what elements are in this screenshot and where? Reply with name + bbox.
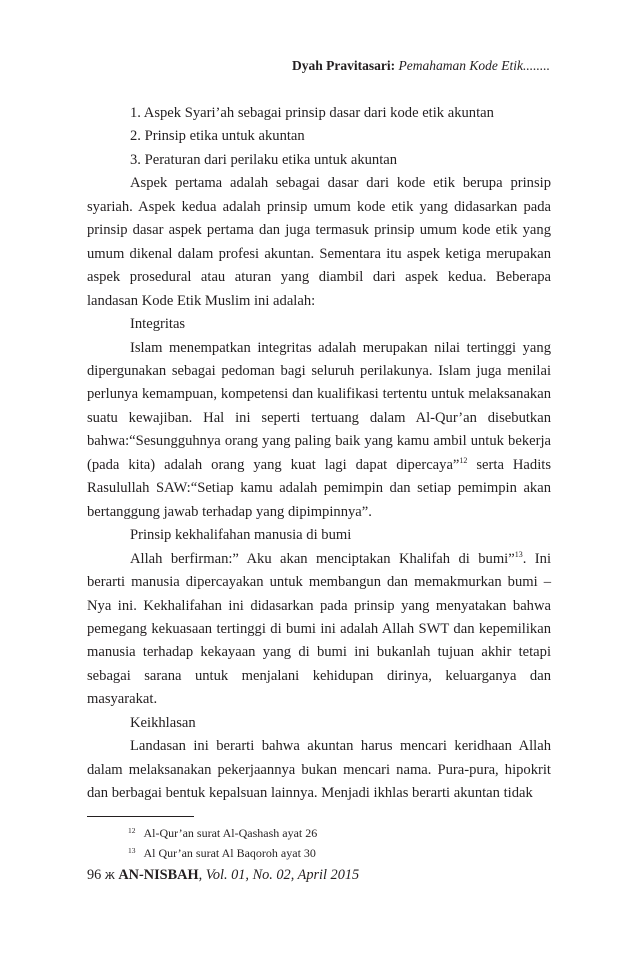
- footnote-number: 13: [128, 846, 136, 855]
- paragraph-text: Islam menempatkan integritas adalah merupakan nilai tertinggi yang dipergunakan sebagai pedoman bagi seluruh perilakunya. Islam juga menilai perlunya kemampuan, kompetensi dan kualifikasi tertentu untuk melaksanakan suatu kewajiban. Hal ini seperti tertuang dalam Al-Qur’an disebutkan bahwa:“Sesungguhnya orang yang paling baik yang kamu ambil untuk bekerja (pada kita) adalah orang yang kuat lagi dapat dipercaya”: [87, 339, 551, 473]
- subheading-keikhlasan: Keikhlasan: [130, 714, 196, 731]
- paragraph-text: . Ini berarti manusia dipercayakan untuk membangun dan memakmurkan bumi –Nya ini. Kekhalifahan ini didasarkan pada prinsip yang menyatakan bahwa pemegang kekuasaan tertinggi di bumi ini adalah Allah SWT dan kepemilikan manusia terhadap kekayaan yang di bumi ini bukanlah tujuan akhir tetapi sebagai sarana untuk menjalani kehidupan dirinya, keluarganya dan masyarakat.: [87, 550, 551, 708]
- paragraph-integritas: [87, 337, 551, 525]
- footnote-ref-13: 13: [514, 549, 523, 559]
- paragraph-text: serta Hadits Rasulullah SAW:“Setiap kamu adalah pemimpin dan setiap pemimpin akan bertanggung jawab terhadap yang dipimpinnya”.: [87, 456, 551, 520]
- footnote-item: [128, 822, 317, 842]
- paragraph-aspects: Aspek pertama adalah sebagai dasar dari kode etik berupa prinsip syariah. Aspek kedua adalah prinsip umum kode etik yang didasarkan pada prinsip dasar aspek pertama dan juga termasuk prinsip umum kode etik yang umum dikenal dalam profesi akuntan. Sementara itu aspek ketiga merupakan aspek prosedural atau aturan yang diambil dari aspek kedua. Beberapa landasan Kode Etik Muslim ini adalah:: [87, 175, 551, 309]
- paragraph-kekhalifahan: [87, 548, 551, 712]
- footnote-text: Al Qur’an surat Al Baqoroh ayat 30: [143, 846, 316, 860]
- journal-name: AN-NISBAH: [118, 867, 199, 883]
- list-item: 2. Prinsip etika untuk akuntan: [130, 128, 305, 145]
- subheading-kekhalifahan: Prinsip kekhalifahan manusia di bumi: [130, 527, 352, 544]
- header-author: Dyah Pravitasari:: [292, 58, 396, 73]
- journal-issue: , Vol. 01, No. 02, April 2015: [198, 867, 360, 883]
- running-footer: [87, 867, 359, 884]
- header-title: Pemahaman Kode Etik........: [398, 58, 550, 73]
- footnote-item: [128, 842, 317, 862]
- paragraph-keikhlasan: Landasan ini berarti bahwa akuntan harus mencari keridhaan Allah dalam melaksanakan pekerjaannya bukan mencari nama. Pura-pura, hipokrit dan berbagai bentuk kepalsuan lainnya. Menjadi ikhlas berarti akuntan tidak: [87, 738, 551, 802]
- running-header: [292, 58, 550, 74]
- subheading-integritas: Integritas: [130, 316, 186, 333]
- paragraph-text: Allah berfirman:” Aku akan menciptakan Khalifah di bumi”: [130, 550, 515, 567]
- footnote-text: Al-Qur’an surat Al-Qashash ayat 26: [143, 826, 318, 840]
- list-item: 3. Peraturan dari perilaku etika untuk akuntan: [130, 151, 398, 168]
- footnote-number: 12: [128, 826, 136, 835]
- list-item: 1. Aspek Syari’ah sebagai prinsip dasar dari kode etik akuntan: [130, 105, 494, 121]
- footnotes: [128, 822, 317, 862]
- footnote-ref-12: 12: [459, 455, 468, 465]
- footnote-divider: [87, 816, 194, 817]
- body-text: [87, 102, 551, 806]
- page-number: 96 ж: [87, 867, 119, 883]
